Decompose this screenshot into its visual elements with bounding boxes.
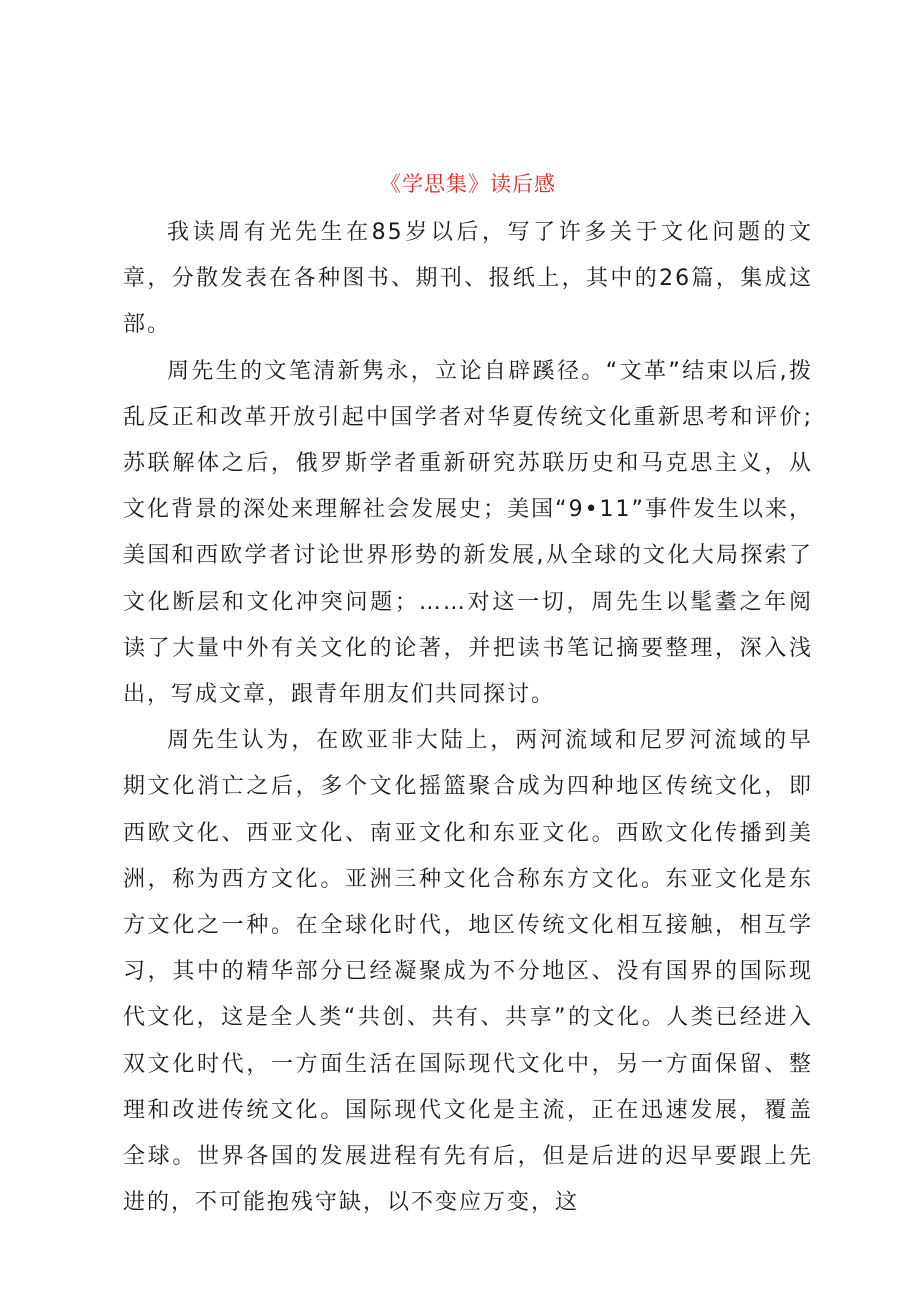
document-page — [123, 168, 813, 1226]
document-title: 《学思集》读后感 — [380, 172, 556, 196]
paragraph-1: 我读周有光先生在85岁以后，写了许多关于文化问题的文章，分散发表在各种图书、期刊、报纸上，其中的26篇，集成这部。 — [123, 220, 813, 338]
paragraph-2: 周先生的文笔清新隽永，立论自辟蹊径。“文革”结束以后,拨乱反正和改革开放引起中国学者对华夏传统文化重新思考和评价;苏联解体之后，俄罗斯学者重新研究苏联历史和马克思主义，从文化背景的深处来理解社会发展史；美国“9•11”事件发生以来，美国和西欧学者讨论世界形势的新发展,从全球的文化大局探索了文化断层和文化冲突问题；……对这一切，周先生以髦耋之年阅读了大量中外有关文化的论著，并把读书笔记摘要整理，深入浅出，写成文章，跟青年朋友们共同探讨。 — [123, 358, 813, 708]
paragraph-3: 周先生认为，在欧亚非大陆上，两河流域和尼罗河流域的早期文化消亡之后，多个文化摇篮聚合成为四种地区传统文化，即西欧文化、西亚文化、南亚文化和东亚文化。西欧文化传播到美洲，称为西方文化。亚洲三种文化合称东方文化。东亚文化是东方文化之一种。在全球化时代，地区传统文化相互接触，相互学习，其中的精华部分已经凝聚成为不分地区、没有国界的国际现代文化，这是全人类“共创、共有、共享”的文化。人类已经进入双文化时代，一方面生活在国际现代文化中，另一方面保留、整理和改进传统文化。国际现代文化是主流，正在迅速发展，覆盖全球。世界各国的发展进程有先有后，但是后进的迟早要跟上先进的，不可能抱残守缺，以不变应万变，这 — [123, 728, 813, 1216]
